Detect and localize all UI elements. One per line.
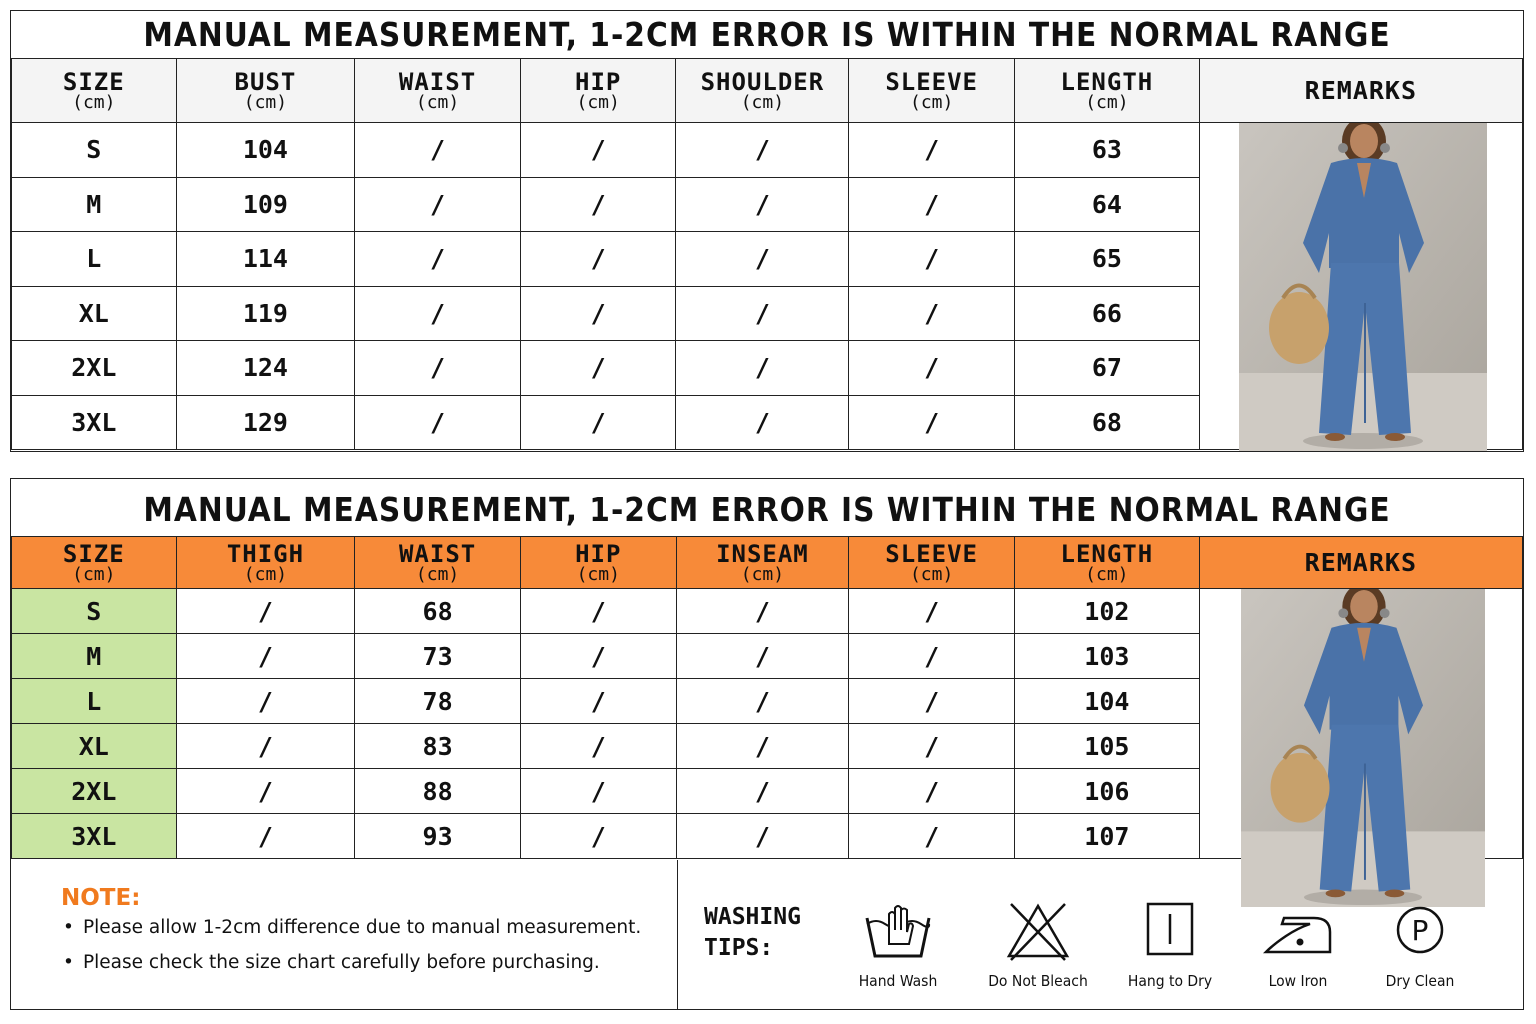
size-cell: M: [12, 634, 177, 679]
table-cell: 102: [1015, 589, 1200, 634]
wash-item-hand-wash: [838, 900, 958, 990]
table-cell: 104: [1015, 679, 1200, 724]
model-photo: [1239, 123, 1487, 451]
table-cell: /: [520, 232, 676, 287]
table-cell: /: [355, 177, 521, 232]
table-cell: /: [676, 395, 849, 450]
table-cell: 107: [1015, 814, 1200, 859]
header-remarks: REMARKS: [1199, 59, 1522, 123]
wash-item-low-iron: [1238, 900, 1358, 990]
table-cell: /: [849, 123, 1015, 178]
size-cell: S: [12, 123, 177, 178]
size-cell: S: [12, 589, 177, 634]
table-cell: 66: [1015, 286, 1200, 341]
washing-tips-section: [677, 860, 1525, 1010]
header-size: SIZE (cm): [12, 59, 177, 123]
table-cell: 68: [1015, 395, 1200, 450]
hang-to-dry-icon: [1135, 900, 1205, 962]
table-cell: /: [176, 589, 355, 634]
table-cell: /: [676, 634, 849, 679]
header-waist: WAIST (cm): [355, 537, 521, 589]
bottom-size-chart: [10, 478, 1524, 1010]
table-cell: /: [520, 724, 676, 769]
table-cell: 67: [1015, 341, 1200, 396]
table-cell: 65: [1015, 232, 1200, 287]
table-cell: /: [676, 814, 849, 859]
header-thigh: THIGH (cm): [176, 537, 355, 589]
table-cell: /: [355, 341, 521, 396]
wash-item-hang-to-dry: [1110, 900, 1230, 990]
wash-item-do-not-bleach: [978, 900, 1098, 990]
wash-item-dry-clean: [1360, 900, 1480, 990]
header-bust: BUST (cm): [176, 59, 355, 123]
table-cell: 83: [355, 724, 521, 769]
header-row: [12, 537, 1523, 589]
table-cell: 78: [355, 679, 521, 724]
size-cell: XL: [12, 724, 177, 769]
header-waist: WAIST (cm): [355, 59, 521, 123]
wash-label: Hang to Dry: [1127, 972, 1213, 990]
table-cell: /: [849, 232, 1015, 287]
table-cell: /: [355, 232, 521, 287]
table-cell: /: [355, 286, 521, 341]
table-cell: /: [676, 769, 849, 814]
table-cell: /: [849, 679, 1015, 724]
table-cell: 68: [355, 589, 521, 634]
table-cell: 119: [176, 286, 355, 341]
table-cell: /: [520, 286, 676, 341]
header-hip: HIP (cm): [520, 537, 676, 589]
model-illustration: [1239, 123, 1487, 451]
table-cell: /: [849, 769, 1015, 814]
wash-label: Do Not Bleach: [988, 972, 1088, 990]
note-item: • Please check the size chart carefully before purchasing.: [61, 945, 641, 980]
size-cell: L: [12, 679, 177, 724]
table-cell: /: [176, 724, 355, 769]
table-cell: /: [676, 123, 849, 178]
size-cell: 2XL: [12, 341, 177, 396]
table-cell: /: [520, 679, 676, 724]
table-cell: /: [520, 634, 676, 679]
table-cell: /: [849, 814, 1015, 859]
header-sleeve: SLEEVE (cm): [849, 59, 1015, 123]
table-cell: /: [176, 814, 355, 859]
header-length: LENGTH (cm): [1015, 537, 1200, 589]
table-cell: /: [355, 123, 521, 178]
table-cell: /: [676, 724, 849, 769]
chart-title: MANUAL MEASUREMENT, 1-2CM ERROR IS WITHIN THE NORMAL RANGE: [11, 479, 1523, 537]
header-remarks: REMARKS: [1199, 537, 1522, 589]
table-cell: /: [520, 769, 676, 814]
table-cell: 105: [1015, 724, 1200, 769]
table-cell: /: [520, 395, 676, 450]
wash-label: Low Iron: [1268, 972, 1328, 990]
table-cell: /: [176, 769, 355, 814]
table-cell: /: [849, 589, 1015, 634]
note-section: [11, 860, 678, 1010]
header-sleeve: SLEEVE (cm): [849, 537, 1015, 589]
table-cell: /: [849, 177, 1015, 232]
header-inseam: INSEAM (cm): [676, 537, 849, 589]
dry-clean-icon: [1385, 900, 1455, 962]
header-length: LENGTH (cm): [1015, 59, 1200, 123]
table-cell: /: [176, 679, 355, 724]
do-not-bleach-icon: [1003, 900, 1073, 962]
size-cell: XL: [12, 286, 177, 341]
size-cell: 3XL: [12, 395, 177, 450]
note-item: • Please allow 1-2cm difference due to manual measurement.: [61, 910, 641, 945]
table-cell: 109: [176, 177, 355, 232]
table-cell: 104: [176, 123, 355, 178]
table-cell: 124: [176, 341, 355, 396]
washing-tips-title: WASHING TIPS:: [704, 904, 801, 961]
table-cell: /: [520, 814, 676, 859]
table-cell: /: [520, 123, 676, 178]
size-cell: 2XL: [12, 769, 177, 814]
size-cell: L: [12, 232, 177, 287]
header-shoulder: SHOULDER (cm): [676, 59, 849, 123]
header-hip: HIP (cm): [520, 59, 676, 123]
top-size-chart: [10, 10, 1524, 452]
table-cell: 64: [1015, 177, 1200, 232]
table-cell: /: [676, 341, 849, 396]
table-cell: /: [849, 286, 1015, 341]
table-cell: /: [849, 341, 1015, 396]
table-cell: /: [520, 177, 676, 232]
header-row: [12, 59, 1523, 123]
table-cell: 129: [176, 395, 355, 450]
chart-title: MANUAL MEASUREMENT, 1-2CM ERROR IS WITHIN THE NORMAL RANGE: [11, 11, 1523, 59]
table-cell: /: [849, 395, 1015, 450]
table-cell: 93: [355, 814, 521, 859]
svg-text:P: P: [1411, 914, 1429, 947]
table-cell: /: [520, 341, 676, 396]
table-cell: /: [176, 634, 355, 679]
hand-wash-icon: [863, 900, 933, 962]
table-cell: /: [849, 724, 1015, 769]
table-cell: /: [355, 395, 521, 450]
note-title: NOTE:: [61, 885, 141, 911]
table-cell: /: [676, 286, 849, 341]
table-cell: 63: [1015, 123, 1200, 178]
note-list: [61, 910, 641, 980]
table-cell: 114: [176, 232, 355, 287]
table-cell: 106: [1015, 769, 1200, 814]
table-cell: 88: [355, 769, 521, 814]
table-cell: /: [676, 177, 849, 232]
header-size: SIZE (cm): [12, 537, 177, 589]
wash-label: Hand Wash: [858, 972, 938, 990]
table-cell: /: [849, 634, 1015, 679]
table-cell: /: [676, 589, 849, 634]
table-cell: 103: [1015, 634, 1200, 679]
table-cell: /: [676, 232, 849, 287]
table-cell: /: [520, 589, 676, 634]
table-cell: /: [676, 679, 849, 724]
size-cell: 3XL: [12, 814, 177, 859]
low-iron-icon: [1260, 900, 1336, 962]
wash-label: Dry Clean: [1385, 972, 1455, 990]
table-cell: 73: [355, 634, 521, 679]
size-cell: M: [12, 177, 177, 232]
